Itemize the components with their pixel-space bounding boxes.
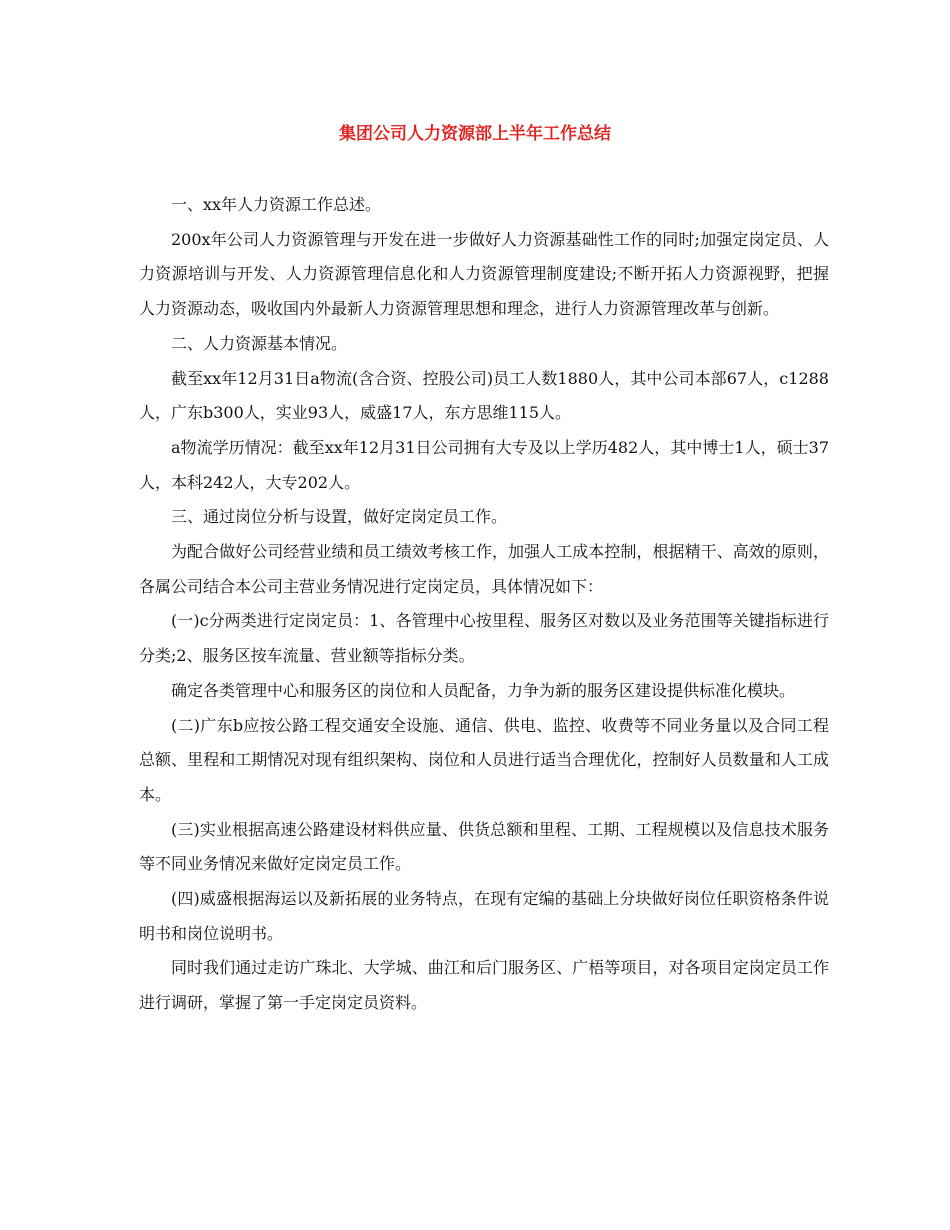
paragraph: 截至xx年12月31日a物流(含合资、控股公司)员工人数1880人，其中公司本部67人，c1288人，广东b300人，实业93人，威盛17人，东方思维115人。 [139,368,829,423]
paragraph: 为配合做好公司经营业绩和员工绩效考核工作，加强人工成本控制，根据精干、高效的原则，各属公司结合本公司主营业务情况进行定岗定员，具体情况如下： [139,542,829,596]
list-item-3: (三)实业根据高速公路建设材料供应量、供货总额和里程、工期、工程规模以及信息技术服务等不同业务情况来做好定岗定员工作。 [139,819,829,874]
section-heading-3: 三、通过岗位分析与设置，做好定岗定员工作。 [171,507,508,527]
paragraph: 确定各类管理中心和服务区的岗位和人员配备，力争为新的服务区建设提供标准化模块。 [171,680,796,700]
paragraph: 同时我们通过走访广珠北、大学城、曲江和后门服务区、广梧等项目，对各项目定岗定员工作进行调研，掌握了第一手定岗定员资料。 [139,958,829,1013]
list-item-4: (四)威盛根据海运以及新拓展的业务特点，在现有定编的基础上分块做好岗位任职资格条件说明书和岗位说明书。 [139,889,829,943]
document-title: 集团公司人力资源部上半年工作总结 [339,124,611,144]
section-heading-1: 一、xx年人力资源工作总述。 [171,195,382,214]
document-body [139,188,829,1021]
list-item-2: (二)广东b应按公路工程交通安全设施、通信、供电、监控、收费等不同业务量以及合同工程总额、里程和工期情况对现有组织架构、岗位和人员进行适当合理优化，控制好人员数量和人工成本。 [139,715,829,804]
section-heading-2: 二、人力资源基本情况。 [171,333,348,353]
list-item-1: (一)c分两类进行定岗定员：1、各管理中心按里程、服务区对数以及业务范围等关键指标进行分类;2、服务区按车流量、营业额等指标分类。 [139,611,829,666]
paragraph: 200x年公司人力资源管理与开发在进一步做好人力资源基础性工作的同时;加强定岗定员、人力资源培训与开发、人力资源管理信息化和人力资源管理制度建设;不断开拓人力资源视野，把握人力资源动态，吸收国内外最新人力资源管理思想和理念，进行人力资源管理改革与创新。 [139,229,829,319]
paragraph: a物流学历情况：截至xx年12月31日公司拥有大专及以上学历482人，其中博士1人，硕士37人，本科242人，大专202人。 [139,437,829,492]
